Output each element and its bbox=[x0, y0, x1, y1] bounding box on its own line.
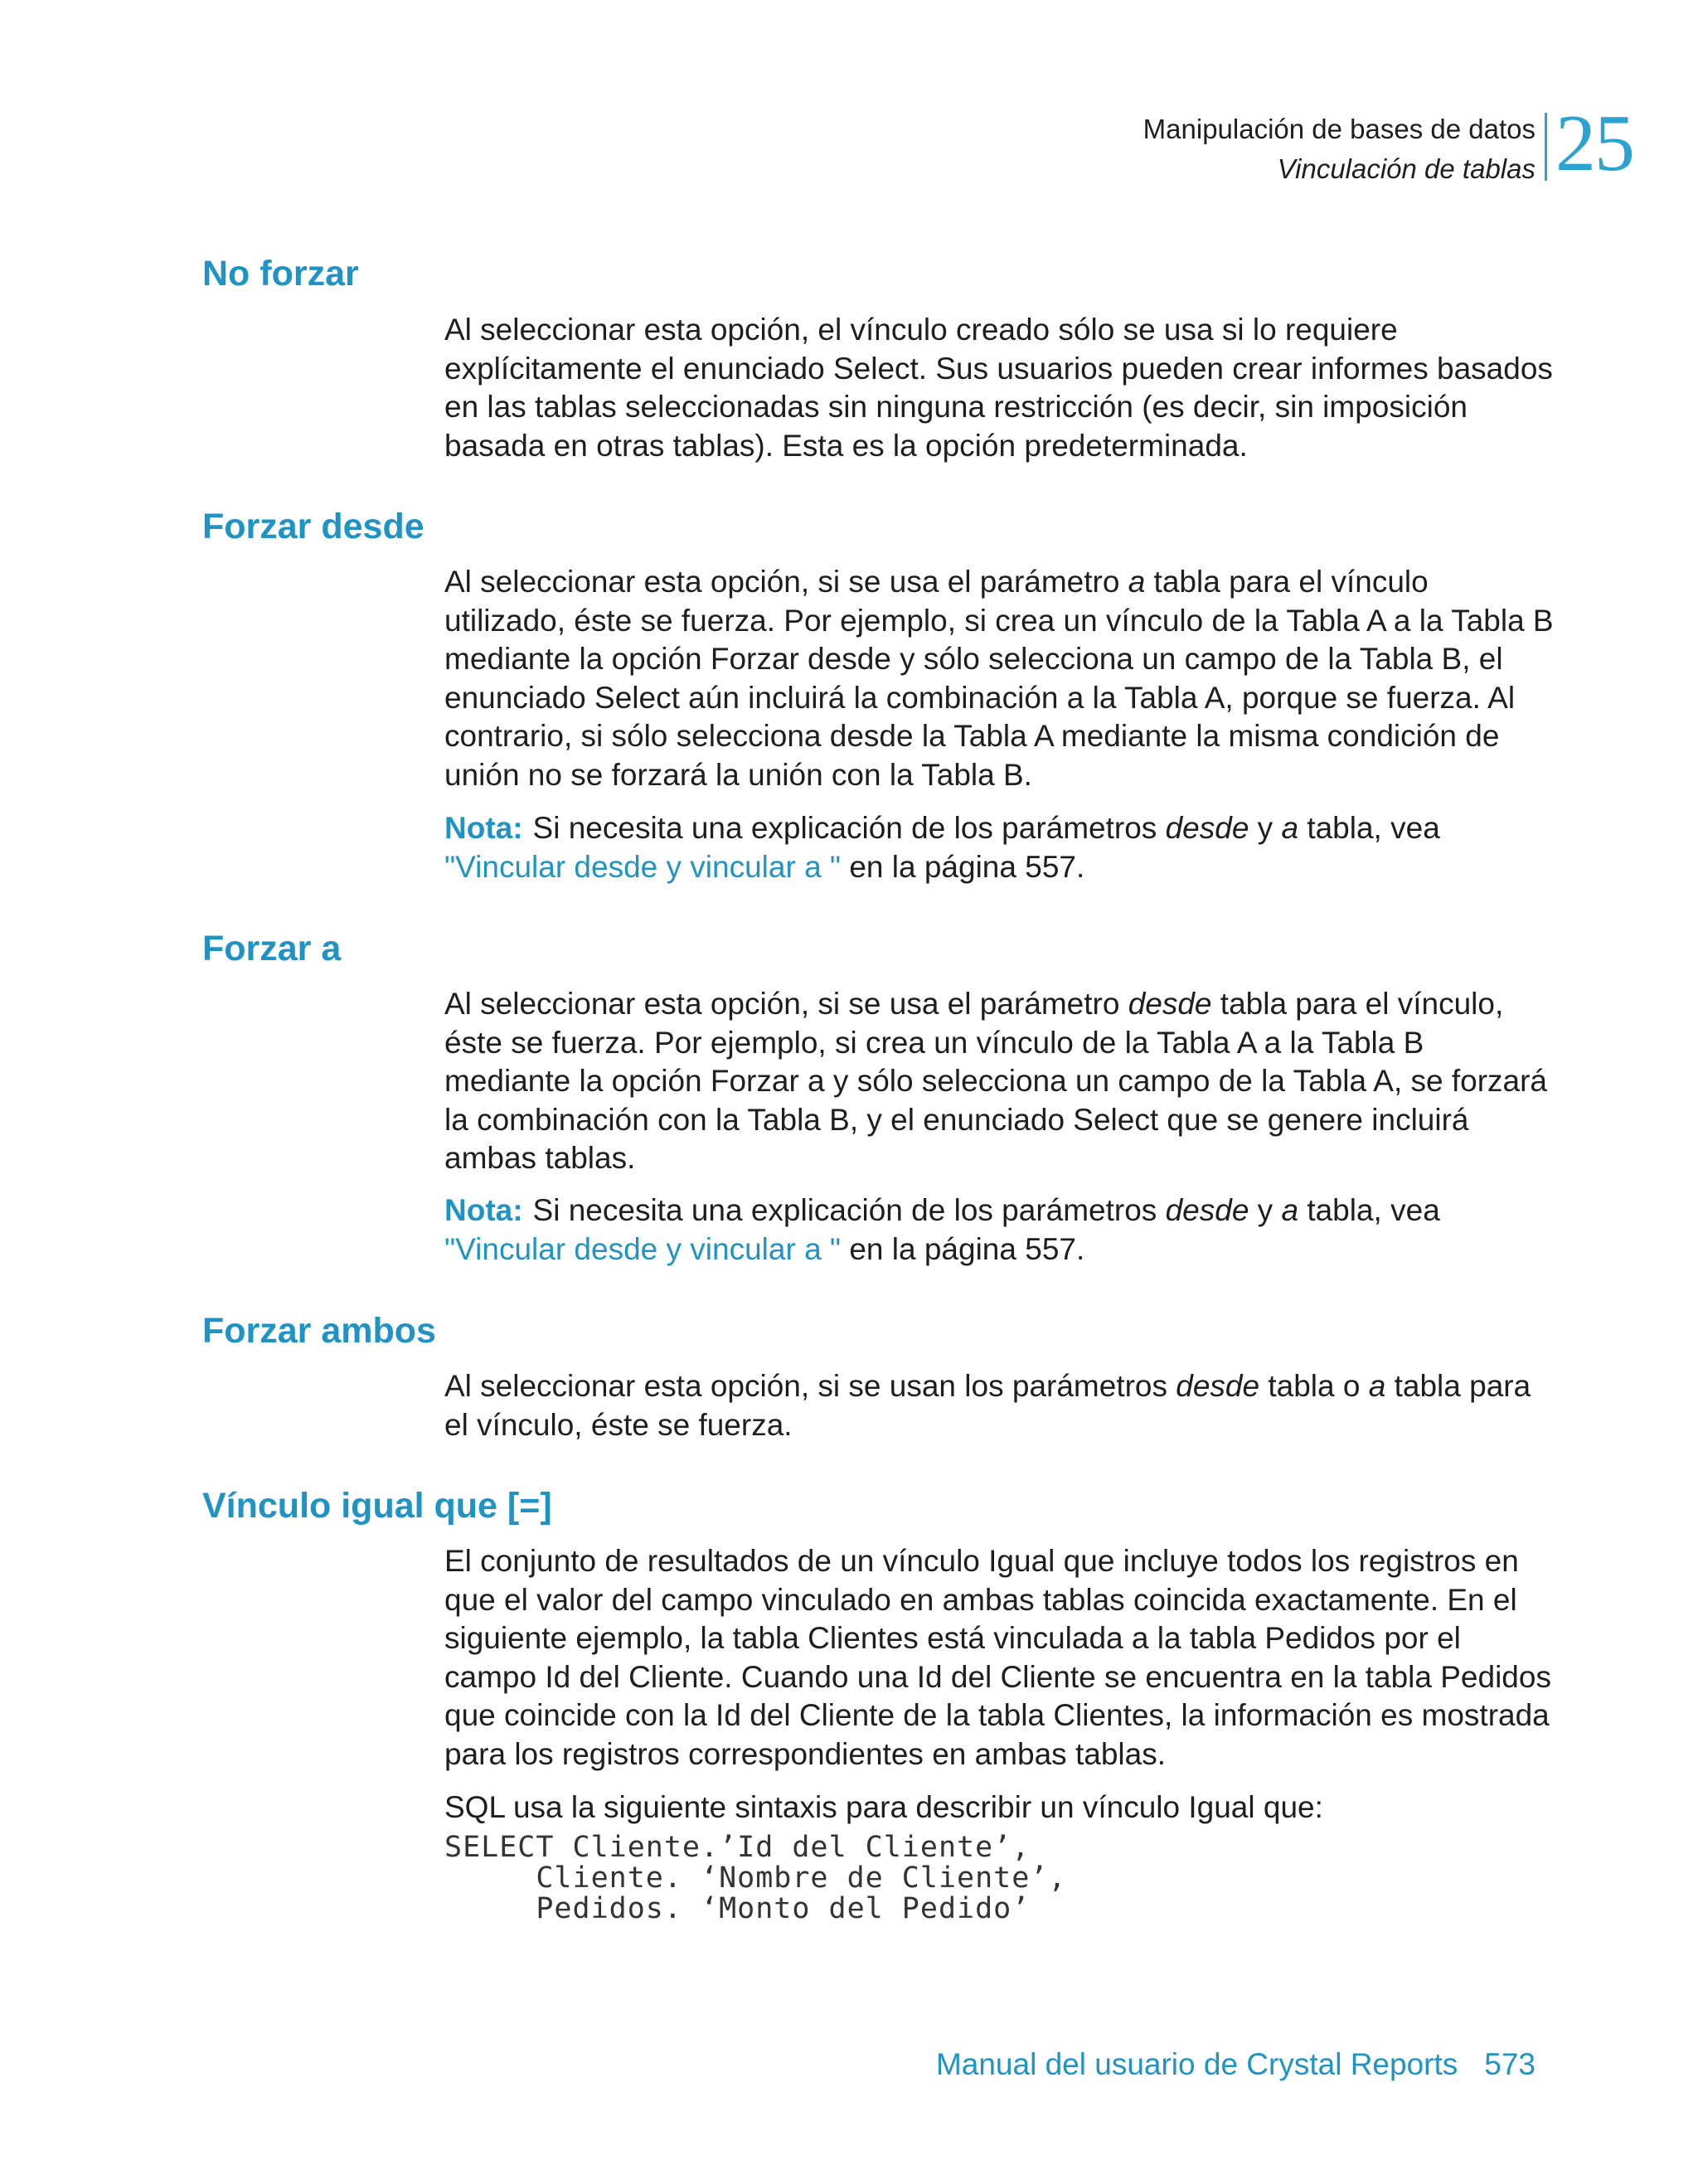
italic-term: desde bbox=[1165, 1193, 1249, 1227]
italic-term: a bbox=[1281, 811, 1299, 845]
text-run: tabla, vea bbox=[1298, 811, 1440, 845]
text-run: tabla para el vínculo utilizado, éste se fuerza. Por ejemplo, si crea un vínculo de la Tabla A a la Tabla B mediante la opción Forzar desde y sólo selecciona un campo de la Tabla B, el enunciado Select aún incluirá la combinación a la Tabla A, porque se fuerza. Al contrario, si sólo selecciona desde la Tabla A mediante la misma condición de unión no se forzará la unión con la Tabla B. bbox=[444, 565, 1554, 792]
text-run: tabla para el vínculo, éste se fuerza. bbox=[444, 1369, 1531, 1442]
heading-forzar-desde: Forzar desde bbox=[202, 507, 424, 546]
text-run: y bbox=[1249, 1193, 1282, 1227]
text-run: Al seleccionar esta opción, si se usa el parámetro bbox=[444, 987, 1128, 1021]
heading-forzar-a: Forzar a bbox=[202, 929, 342, 968]
text-run: tabla para el vínculo, éste se fuerza. Por ejemplo, si crea un vínculo de la Tabla A a la Tabla B mediante la opción Forzar a y sólo selecciona un campo de la Tabla A, se forzará la combinación con la Tabla B, y el enunciado Select que se genere incluirá ambas tablas. bbox=[444, 987, 1548, 1175]
text-run: en la página 557. bbox=[841, 849, 1085, 884]
chapter-divider bbox=[1545, 113, 1547, 181]
sql-code-block: SELECT Cliente.’Id del Cliente’, Cliente. ‘Nombre de Cliente’, Pedidos. ‘Monto del Pedido’ bbox=[444, 1831, 1067, 1925]
xref-link-vincular[interactable]: "Vincular desde y vincular a " bbox=[444, 849, 842, 884]
chapter-title: Manipulación de bases de datos bbox=[1143, 114, 1535, 144]
text-run: Al seleccionar esta opción, si se usa el parámetro bbox=[444, 565, 1128, 599]
text-run: Si necesita una explicación de los parámetros bbox=[532, 811, 1166, 845]
manual-title: Manual del usuario de Crystal Reports bbox=[935, 2047, 1458, 2081]
text-run: Al seleccionar esta opción, si se usan los parámetros bbox=[444, 1369, 1176, 1403]
italic-term: desde bbox=[1128, 987, 1212, 1021]
text-run: tabla, vea bbox=[1298, 1193, 1440, 1227]
note-label: Nota: bbox=[444, 811, 523, 845]
heading-vinculo-igual: Vínculo igual que [=] bbox=[202, 1486, 552, 1526]
running-header bbox=[1143, 109, 1535, 189]
note-label: Nota: bbox=[444, 1193, 523, 1227]
text-run: en la página 557. bbox=[841, 1231, 1085, 1266]
paragraph-forzar-a bbox=[444, 985, 1555, 1178]
sql-intro: SQL usa la siguiente sintaxis para describir un vínculo Igual que: bbox=[444, 1790, 1323, 1824]
heading-forzar-ambos: Forzar ambos bbox=[202, 1311, 436, 1351]
paragraph-forzar-desde bbox=[444, 563, 1555, 794]
xref-link-vincular[interactable]: "Vincular desde y vincular a " bbox=[444, 1231, 842, 1266]
paragraph-no-forzar: Al seleccionar esta opción, el vínculo creado sólo se usa si lo requiere explícitamente el enunciado Select. Sus usuarios pueden crear informes basados en las tablas seleccionadas sin ninguna restricción (es decir, sin imposición basada en otras tablas). Esta es la opción predeterminada. bbox=[444, 313, 1553, 463]
note-forzar-a bbox=[444, 1191, 1555, 1269]
page-footer bbox=[936, 2045, 1535, 2085]
text-run: Si necesita una explicación de los parámetros bbox=[532, 1193, 1166, 1227]
text-run: tabla o bbox=[1259, 1369, 1369, 1403]
italic-term: a bbox=[1368, 1369, 1386, 1403]
text-run: y bbox=[1249, 811, 1282, 845]
chapter-number: 25 bbox=[1555, 99, 1633, 188]
paragraph-forzar-ambos bbox=[444, 1367, 1555, 1444]
italic-term: desde bbox=[1176, 1369, 1260, 1403]
italic-term: a bbox=[1281, 1193, 1299, 1227]
paragraph-vinculo-igual: El conjunto de resultados de un vínculo Igual que incluye todos los registros en que el valor del campo vinculado en ambas tablas coincida exactamente. En el siguiente ejemplo, la tabla Clientes está vinculada a la tabla Pedidos por el campo Id del Cliente. Cuando una Id del Cliente se encuentra en la tabla Pedidos que coincide con la Id del Cliente de la tabla Clientes, la información es mostrada para los registros correspondientes en ambas tablas. bbox=[444, 1544, 1551, 1771]
note-forzar-desde bbox=[444, 809, 1555, 886]
heading-no-forzar: No forzar bbox=[202, 254, 359, 294]
italic-term: desde bbox=[1165, 811, 1249, 845]
section-title: Vinculación de tablas bbox=[1277, 153, 1535, 184]
italic-term: a bbox=[1128, 565, 1146, 599]
page-number: 573 bbox=[1484, 2047, 1535, 2081]
